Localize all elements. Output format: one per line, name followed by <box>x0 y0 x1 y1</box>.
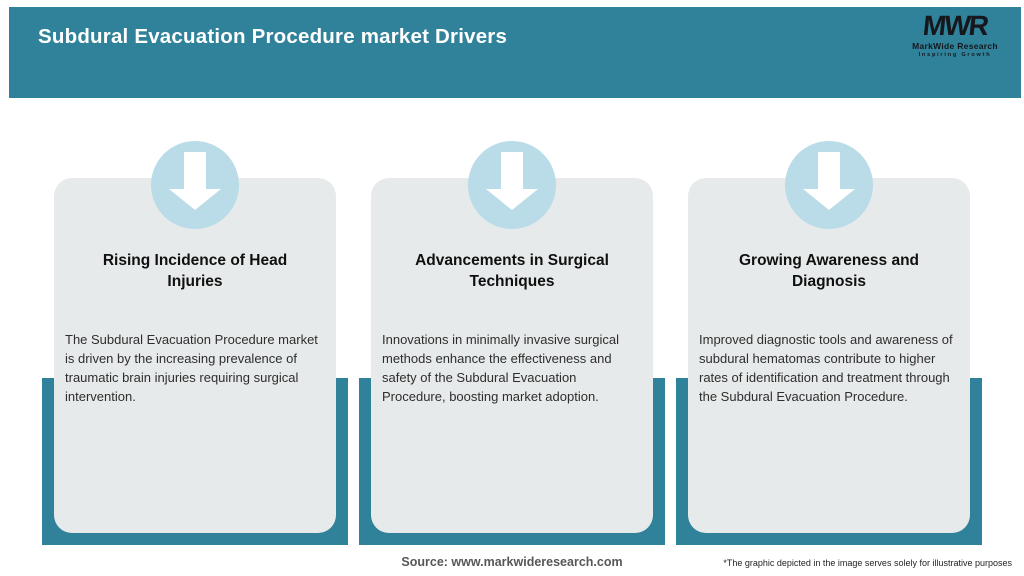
page-title: Subdural Evacuation Procedure market Drivers <box>38 25 508 48</box>
card-description: Innovations in minimally invasive surgical methods enhance the effectiveness and safety of the Subdural Evacuation Procedure, boosting market adoption. <box>382 332 619 404</box>
disclaimer-text: *The graphic depicted in the image serves solely for illustrative purposes <box>723 558 1012 568</box>
card-title: Rising Incidence of Head Injuries <box>102 252 288 290</box>
header-bar <box>9 7 1021 98</box>
driver-card-awareness <box>688 178 970 533</box>
arrow-down-icon <box>151 141 239 229</box>
card-description: The Subdural Evacuation Procedure market is driven by the increasing prevalence of traumatic brain injuries requiring surgical intervention. <box>65 332 318 404</box>
arrow-down-icon <box>468 141 556 229</box>
markwide-research-logo <box>907 11 1003 59</box>
mwr-logo-icon: MWR <box>921 10 989 41</box>
card-title: Growing Awareness and Diagnosis <box>738 252 920 290</box>
card-description: Improved diagnostic tools and awareness of subdural hematomas contribute to higher rates of identification and treatment through the Subdural Evacuation Procedure. <box>699 332 953 404</box>
logo-name: MarkWide Research <box>912 41 998 51</box>
logo-tagline: Inspiring Growth <box>918 52 992 58</box>
driver-card-advancements <box>371 178 653 533</box>
arrow-down-icon <box>785 141 873 229</box>
driver-card-rising-incidence <box>54 178 336 533</box>
source-text: Source: www.markwideresearch.com <box>401 555 623 569</box>
card-title: Advancements in Surgical Techniques <box>415 252 609 290</box>
